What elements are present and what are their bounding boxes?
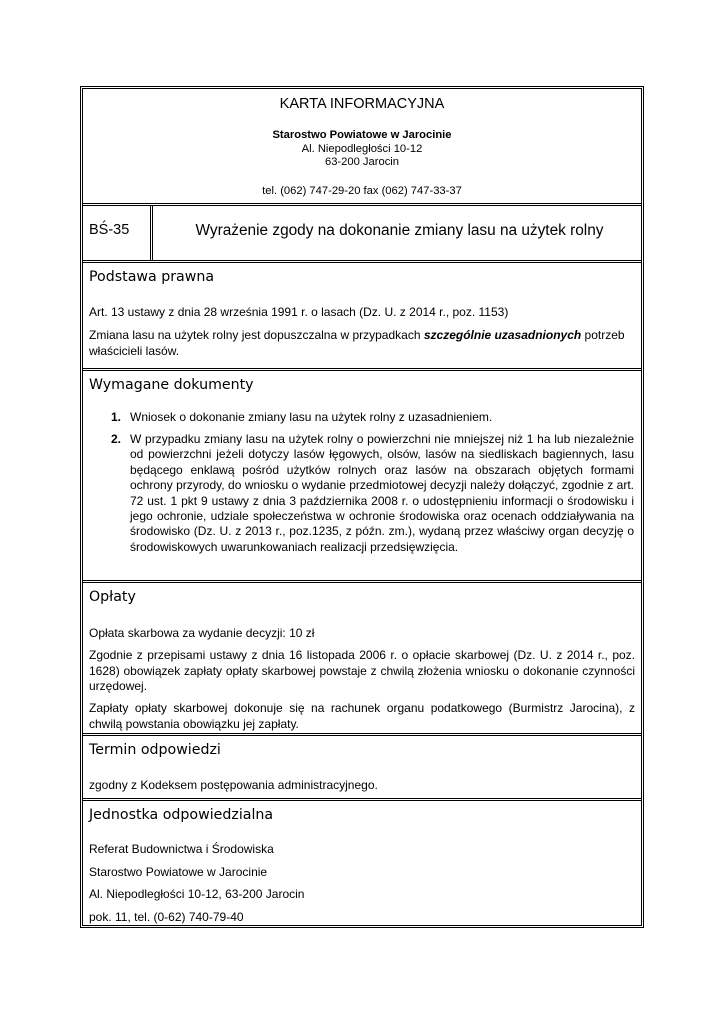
responsible-unit-line: Starostwo Powiatowe w Jarocinie xyxy=(89,865,268,879)
legal-note-end: potrzeb właścicieli lasów. xyxy=(89,328,625,358)
office-contact: tel. (062) 747-29-20 fax (062) 747-33-37 xyxy=(262,185,462,197)
card-code-row xyxy=(83,206,641,263)
card-code: BŚ-35 xyxy=(83,206,153,260)
responsible-unit-line: pok. 11, tel. (0-62) 740-79-40 xyxy=(89,910,244,924)
document-item-number: 2. xyxy=(111,432,122,446)
responsible-unit-line: Al. Niepodległości 10-12, 63-200 Jarocin xyxy=(89,887,305,901)
document-item-text: W przypadku zmiany lasu na użytek rolny o powierzchni nie mniejszej niż 1 ha lub niezależnie od powierzchni jeżeli dotyczy lasów łęgowych, olsów, lasów na siedliskach bagiennych, lasu będącego enklawą pośród użytków rolnych oraz lasów na obszarach objętych formami ochrony przyrody, do wniosku o wydanie przedmiotowej decyzji należy dołączyć, zgodnie z art. 72 ust. 1 pkt 9 ustawy z dnia 3 października 2008 r. o udostępnieniu informacji o środowisku i jego ochronie, udziale społeczeństwa w ochronie środowiska oraz ocenach oddziaływania na środowisko (Dz. U. z 2013 r., poz.1235, z późn. zm.), wydaną przez właściwy organ decyzję o środowiskowych uwarunkowaniach realizacji przedsięwzięcia. xyxy=(130,432,634,554)
legal-basis-text: Art. 13 ustawy z dnia 28 września 1991 r. o lasach (Dz. U. z 2014 r., poz. 1153) xyxy=(89,305,509,319)
responsible-unit-line: Referat Budownictwa i Środowiska xyxy=(89,842,274,856)
fees-heading: Opłaty xyxy=(89,589,136,605)
required-documents-section xyxy=(83,371,641,583)
required-documents-heading: Wymagane dokumenty xyxy=(89,377,254,393)
card-header xyxy=(83,89,641,206)
response-deadline-section xyxy=(83,736,641,801)
fees-amount: Opłata skarbowa za wydanie decyzji: 10 zł xyxy=(89,626,315,640)
fees-payment: Zapłaty opłaty skarbowej dokonuje się na rachunek organu podatkowego (Burmistrz Jarocina), z chwilą powstania obowiązku jej zapłaty. xyxy=(89,701,635,731)
legal-basis-note xyxy=(89,328,635,359)
office-street: Al. Niepodległości 10-12 xyxy=(301,142,423,155)
responsible-unit-heading: Jednostka odpowiedzialna xyxy=(89,807,274,823)
legal-note-start: Zmiana lasu na użytek rolny jest dopuszczalna w przypadkach xyxy=(89,328,424,342)
office-address xyxy=(83,129,641,170)
responsible-unit-section xyxy=(83,801,641,925)
legal-note-emphasis: szczególnie uzasadnionych xyxy=(423,328,582,342)
response-deadline-text: zgodny z Kodeksem postępowania administracyjnego. xyxy=(89,778,378,792)
office-name: Starostwo Powiatowe w Jarocinie xyxy=(272,129,452,141)
legal-basis-section xyxy=(83,263,641,371)
document-item-text: Wniosek o dokonanie zmiany lasu na użytek rolny z uzasadnieniem. xyxy=(130,410,493,424)
information-card xyxy=(80,86,644,928)
card-title: KARTA INFORMACYJNA xyxy=(279,96,445,112)
legal-basis-heading: Podstawa prawna xyxy=(89,269,215,285)
fees-section xyxy=(83,583,641,736)
response-deadline-heading: Termin odpowiedzi xyxy=(89,742,221,758)
office-city: 63-200 Jarocin xyxy=(324,156,399,168)
fees-rules: Zgodnie z przepisami ustawy z dnia 16 listopada 2006 r. o opłacie skarbowej (Dz. U. z 2014 r., poz. 1628) obowiązek zapłaty opłaty skarbowej powstaje z chwilą złożenia wniosku o dokonanie czynności urzędowej. xyxy=(89,648,635,694)
card-subject: Wyrażenie zgody na dokonanie zmiany lasu na użytek rolny xyxy=(195,222,604,239)
document-item-number: 1. xyxy=(111,410,122,424)
